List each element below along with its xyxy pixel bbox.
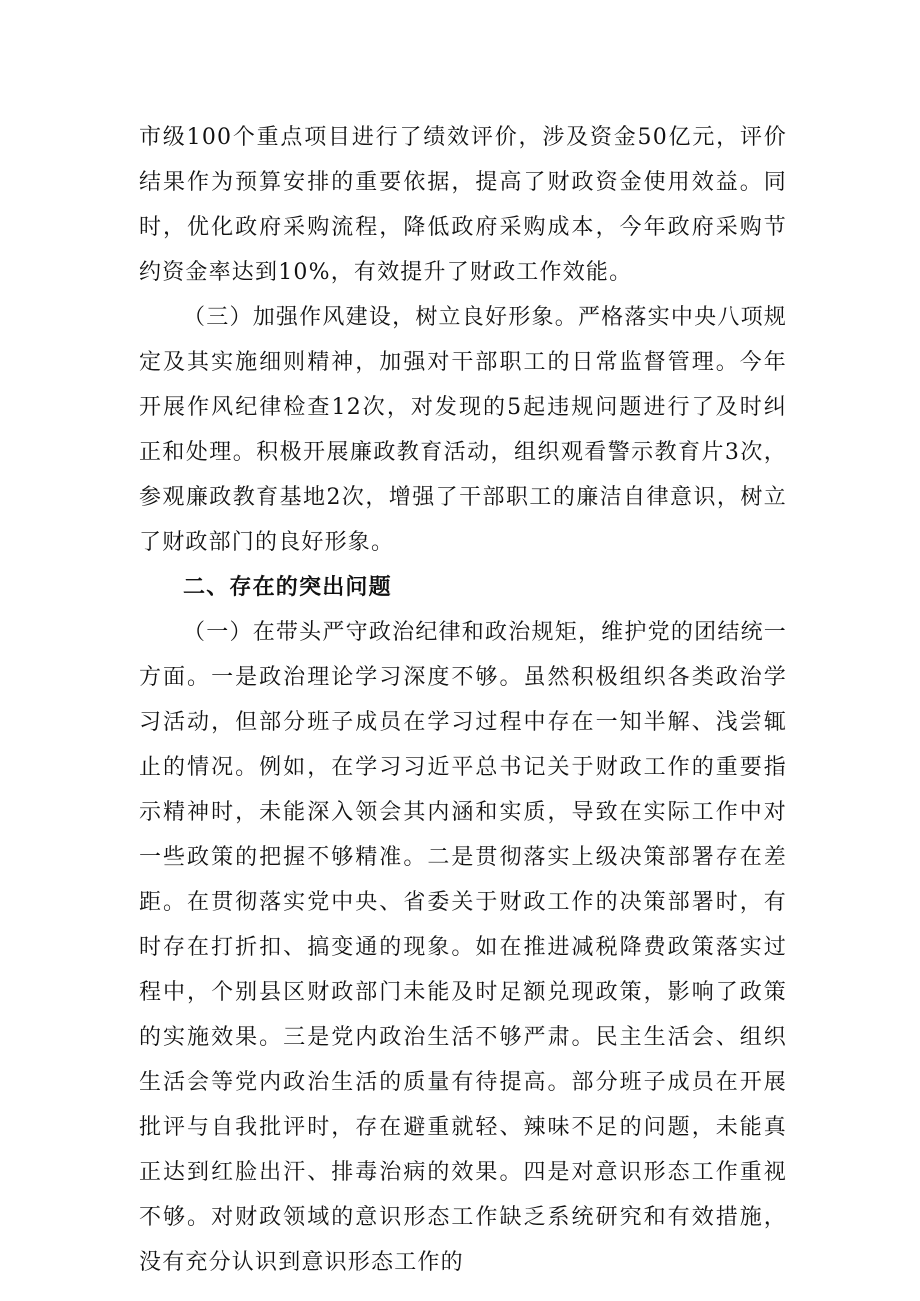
paragraph-performance-evaluation: 市级100个重点项目进行了绩效评价，涉及资金50亿元，评价结果作为预算安排的重要依据，提高了财政资金使用效益。同时，优化政府采购流程，降低政府采购成本，今年政府采购节约资金率达到10%，有效提升了财政工作效能。 bbox=[139, 125, 787, 285]
section-heading: 二、存在的突出问题 bbox=[183, 575, 392, 600]
document-body bbox=[139, 115, 787, 1285]
paragraph-political-discipline: （一）在带头严守政治纪律和政治规矩，维护党的团结统一方面。一是政治理论学习深度不够。虽然积极组织各类政治学习活动，但部分班子成员在学习过程中存在一知半解、浅尝辄止的情况。例如，在学习习近平总书记关于财政工作的重要指示精神时，未能深入领会其内涵和实质，导致在实际工作中对一些政策的把握不够精准。二是贯彻落实上级决策部署存在差距。在贯彻落实党中央、省委关于财政工作的决策部署时，有时存在打折扣、搞变通的现象。如在推进减税降费政策落实过程中，个别县区财政部门未能及时足额兑现政策，影响了政策的实施效果。三是党内政治生活不够严肃。民主生活会、组织生活会等党内政治生活的质量有待提高。部分班子成员在开展批评与自我批评时，存在避重就轻、辣味不足的问题，未能真正达到红脸出汗、排毒治病的效果。四是对意识形态工作重视不够。对财政领域的意识形态工作缺乏系统研究和有效措施，没有充分认识到意识形态工作的 bbox=[139, 620, 787, 1275]
paragraph-work-style: （三）加强作风建设，树立良好形象。严格落实中央八项规定及其实施细则精神，加强对干部职工的日常监督管理。今年开展作风纪律检查12次，对发现的5起违规问题进行了及时纠正和处理。积极开展廉政教育活动，组织观看警示教育片3次，参观廉政教育基地2次，增强了干部职工的廉洁自律意识，树立了财政部门的良好形象。 bbox=[139, 305, 787, 555]
